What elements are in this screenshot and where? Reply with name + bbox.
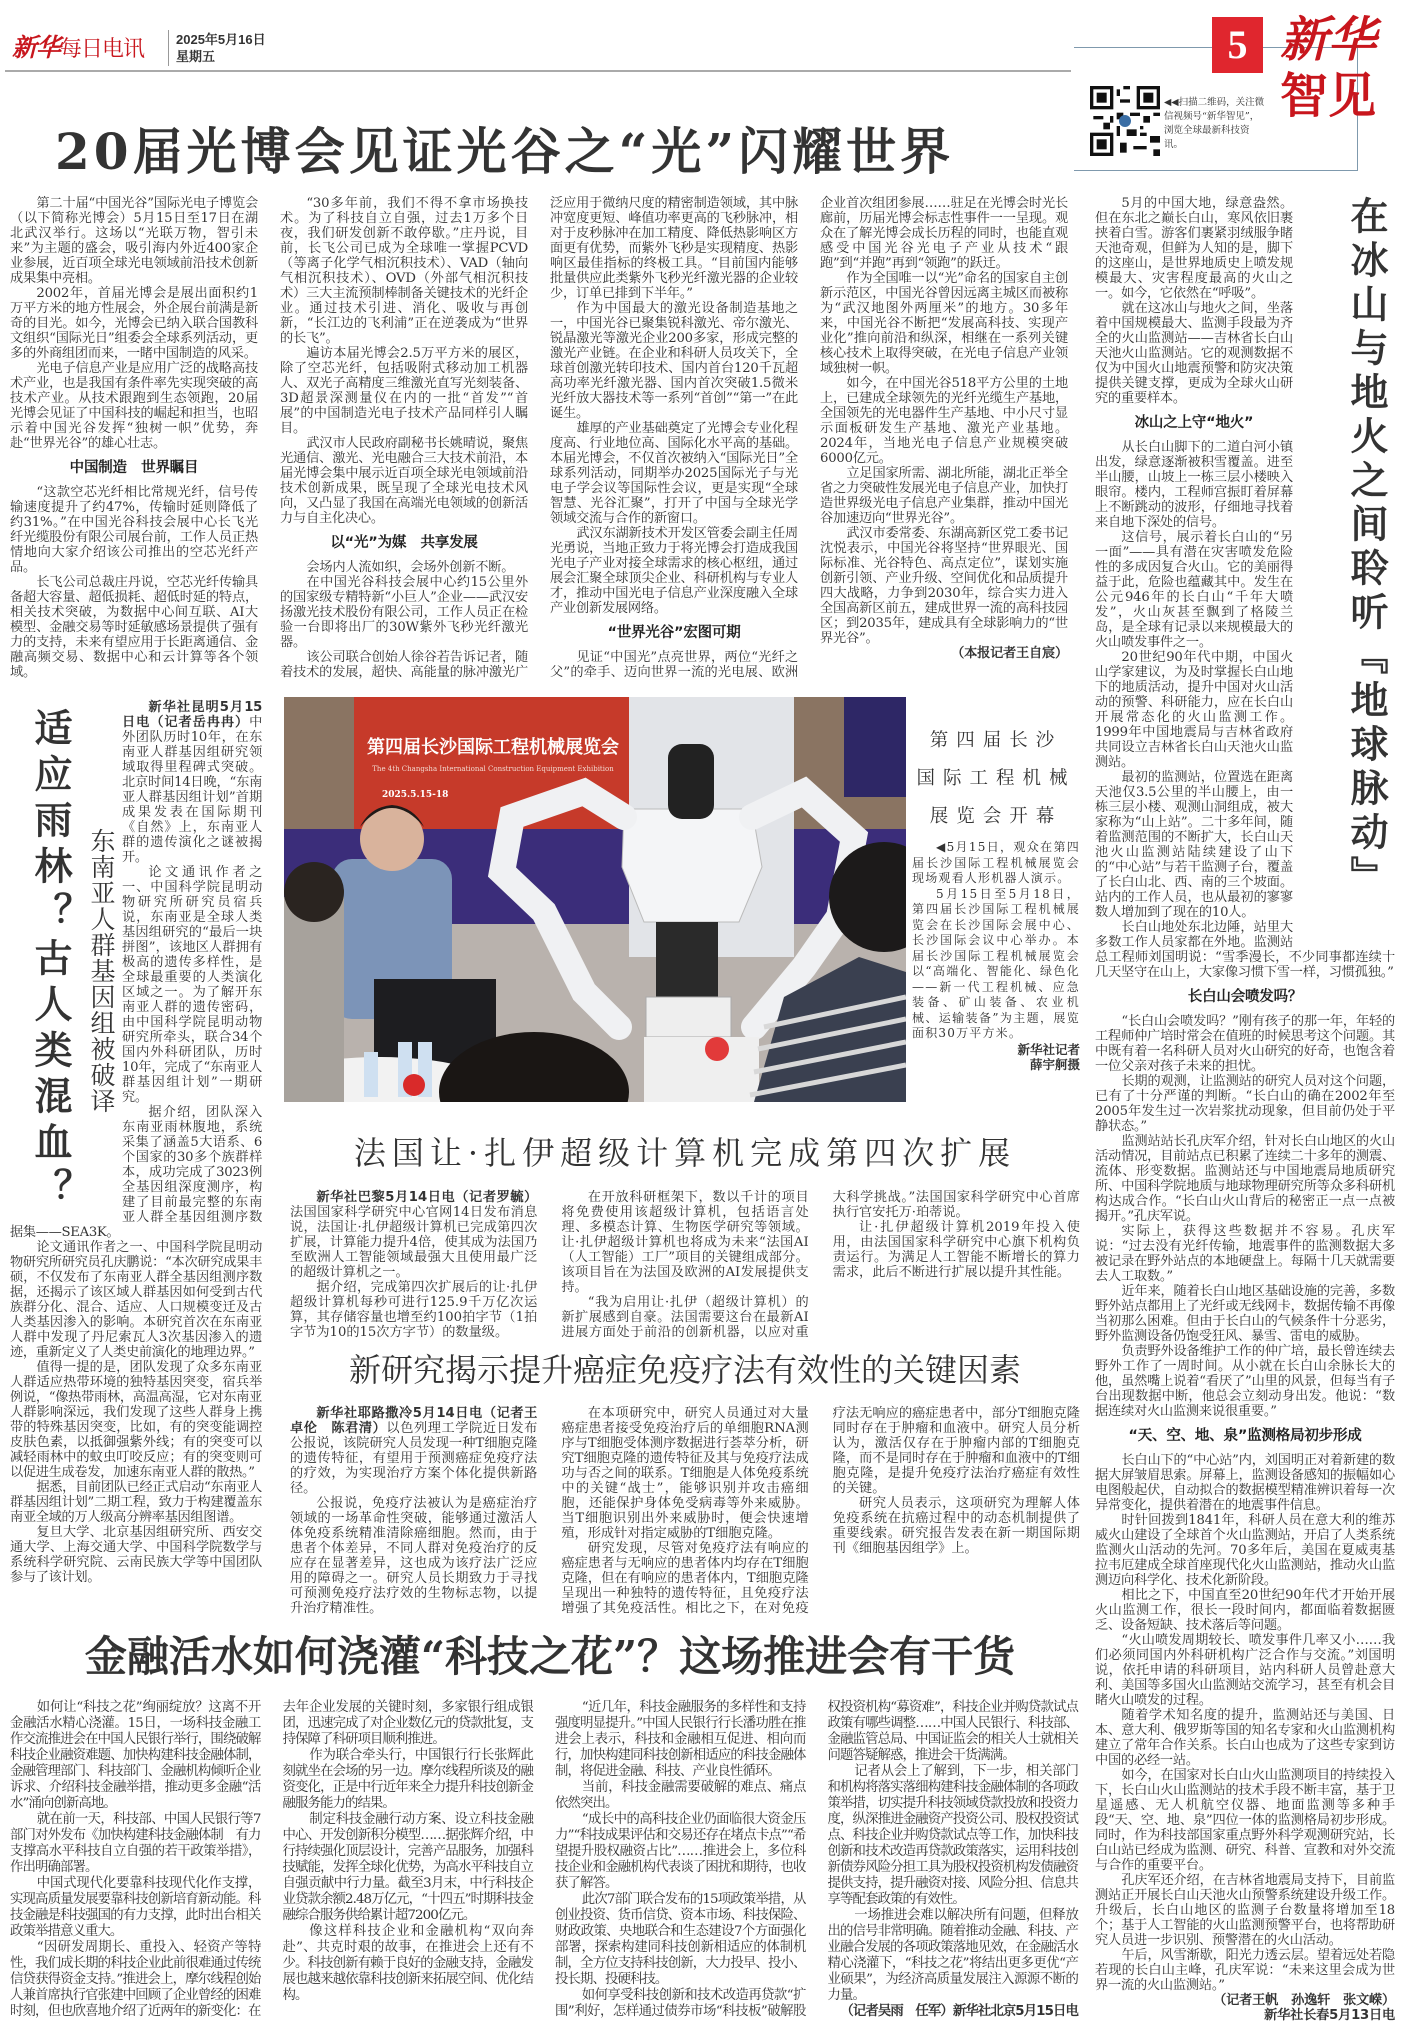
paragraph: 长飞公司总裁庄丹说，空芯光纤传输具备超大容量、超低损耗、超低时延的特点，相关技术突破，为数据中心间互联、AI大模型、金融交易等时延敏感场景提供了强有力的支持，未来有望应用于长距离通信、金融高频交易、数据中心和云计算等各个领域。 (10, 575, 258, 680)
paragraph-text: 以色列理工学院近日发布公报说，该院研究人员发现一种T细胞克隆的遗传特征，有望用于预测癌症免疫疗法的疗效，为实现治疗方案个体化提供新路径。 (290, 1421, 538, 1496)
paragraph: 如今，在国家对长白山火山监测项目的持续投入下，长白山火山监测站的技术手段不断丰富，基于卫星遥感、无人机航空仪器、地面监测等多种手段“天、空、地、泉”四位一体的监测格局初步形成。同时，作为科技部国家重点野外科学观测研究站，长白山站已经成为监测、研究、科普、宣教和对外交流与合作的重要平台。 (1095, 1768, 1395, 1873)
section-brand-line1: 新华 (1279, 12, 1376, 68)
paragraph: 负责野外设备维护工作的仲广培，最长曾连续去野外工作了一周时间。从小就在长白山余脉长大的他，虽然嘴上说着“看厌了”山里的风景，但每当有子台出现数据中断，他总会立刻动身出发。他说：“数据连续对火山监测来说很重要。” (1095, 1344, 1395, 1419)
water-bottle (364, 1052, 378, 1097)
logo-brand: 新华 (12, 33, 61, 62)
paragraph: 论文通讯作者之一、中国科学院昆明动物研究所研究员宿兵说，东南亚是全球人类基因组研究的“最后一块拼图”，该地区人群拥有极高的遗传多样性，是全球最重要的人类演化区域之一。为了解开东南亚人群的遗传密码，由中国科学院昆明动物研究所牵头，联合34个国内外科研团队，历时10年，完成了“东南亚人群基因组计划”一期研究。 (122, 865, 262, 1105)
paragraph: 让·扎伊超级计算机2019年投入使用，由法国国家科学研究中心旗下机构负责运行。为满足人工智能不断增长的算力需求，此后不断进行扩展以提升其性能。 (832, 1220, 1080, 1280)
paragraph: 公报说，免疫疗法被认为是癌症治疗领域的一场革命性突破，能够通过激活人体免疫系统精准清除癌细胞。然而，由于患者个体差异，不同人群对免疫治疗的反应存在显著差异，这也成为该疗法广泛应用的障碍之一。研究人员长期致力于寻找可预测免疫疗法疗效的生物标志物，以提升治疗精准性。 (290, 1496, 538, 1616)
section-subheading: 中国制造 世界瞩目 (69, 460, 199, 476)
issue-weekday: 星期五 (176, 49, 216, 64)
paragraph: 记者从会上了解到，下一步，相关部门和机构将落实落细构建科技金融体制的各项政策举措，切实提升科技领域贷款投放和投资力度，纵深推进金融资产投资公司、股权投资试点、科技企业并购贷款试点等工作，加快科技创新和技术改造再贷款政策落实，运用科技创新债券风险分担工具为股权投资机构发债融资提供支持，提升融资对接、风险分担、信息共享等配套政策的有效性。 (827, 1764, 1078, 1907)
masthead-divider (168, 30, 169, 66)
photo-caption (912, 722, 1080, 1073)
reporter-byline: （本报记者王自宸） (951, 646, 1068, 661)
paragraph: 该公司联合创始人徐谷若告诉记者，随着技术的发展，超快、高能量的脉冲激光广泛应用于微纳尺度的精密制造领域，其中脉冲宽度更短、峰值功率更高的飞秒脉冲，相对于皮秒脉冲在加工精度、降低热影响区方面更有优势，而紫外飞秒是实现精度、热影响区最佳指标的终极工具。“目前国内能够批量供应此类紫外飞秒光纤激光器的企业较少，订单已排到下半年。” (280, 196, 798, 680)
caption-text: 5月15日至5月18日，第四届长沙国际工程机械展览会在长沙国际会展中心、长沙国际会议中心举办。本届长沙国际工程机械展览会以“高端化、智能化、绿色化——新一代工程机械、应急装备、矿山装备、农业机械、运输装备”为主题，展览面积30万平方米。 (912, 886, 1080, 1040)
spectator-left (284, 897, 344, 1102)
volcano-headline: 在冰山与地火之间聆听『地球脉动』 (1344, 196, 1389, 900)
right-panel (844, 697, 906, 797)
paragraph (290, 1406, 537, 1496)
cancer-headline: 新研究揭示提升癌症免疫疗法有效性的关键因素 (348, 1351, 1021, 1389)
photo-credit: 薛宇舸摄 (1029, 1057, 1080, 1072)
paragraph: 如何享受科技创新和技术改造再贷款“扩围”利好，怎样通过债券市场“科技板”破解股权投资机构“募资难”，科技企业并购贷款试点政策有哪些调整……中国人民银行、科技部、金融监管总局、中国证监会的相关人士就相关问题答疑解惑，推进会干货满满。 (555, 1700, 1078, 2019)
paragraph-text: 中外团队历时10年，在东南亚人群基因组研究领域取得里程碑式突破。北京时间14日晚，“东南亚人群基因组计划”首期成果发表在国际期刊《自然》上，东南亚人群的遗传演化之谜被揭开。 (122, 715, 262, 865)
paragraph: 5月的中国大地，绿意盎然。但在东北之巅长白山，寒风依旧裹挟着白雪。游客们裹紧羽绒服争睹天池奇观，但鲜为人知的是，脚下的这座山，是世界地质史上喷发规模最大、灾害程度最高的火山之一。如今，它依然在“呼吸”。 (1095, 196, 1293, 301)
robot-head (668, 744, 714, 819)
right-table (644, 1037, 759, 1102)
paragraph: 如今，在中国光谷518平方公里的土地上，已建成全球领先的光纤光缆生产基地，全国领先的光电器件生产基地、中小尺寸显示面板研发生产基地、激光产业基地。2024年，当地光电子信息产业规模突破6000亿元。 (820, 376, 1068, 466)
paragraph: 见证“中国光”点亮世界，两位“光纤之父”的牵手、迈向世界一流的光电展、欧洲企业首次组团参展……驻足在光博会时光长廊前，历届光博会标志性事件一一呈现。观众在了解光博会成长历程的同时，也能直观感受中国光谷光电子产业从技术“跟跑”到“并跑”再到“领跑”的跃迁。 (550, 196, 1068, 680)
paragraph: 作为全国唯一以“光”命名的国家自主创新示范区，中国光谷曾因远离主城区而被称为“武汉地图外两厘米”的地方。30多年来，中国光谷不断把“发展高科技、实现产业化”推向前沿和纵深，相继在一系列关键核心技术上取得突破，在光电子信息产业领域独树一帜。 (820, 271, 1068, 376)
photo-credit: 新华社记者 (1017, 1041, 1080, 1057)
paragraph: 会场内人流如织，会场外创新不断。 (306, 560, 515, 575)
dateline: 新华社耶路撒冷5月14日电（记者王卓伦 陈君清） (290, 1406, 538, 1436)
section-subheading: 冰山之上守“地火” (1134, 415, 1254, 431)
paragraph: 据介绍，团队深入东南亚雨林腹地，系统采集了涵盖5大语系、6个国家的30多个族群样本，成功完成了3023例全基因组深度测序，构建了目前最完整的东南亚人群全基因组测序数据集——SEA3K。 (10, 1105, 262, 1240)
paragraph: 中国式现代化要靠科技现代化作支撑，实现高质量发展要靠科技创新培育新动能。科技金融是科技强国的有力支撑，此时出台相关政策举措意义重大。 (10, 1876, 261, 1939)
red-apple (705, 1037, 729, 1061)
paragraph: 随着学术知名度的提升，监测站还与美国、日本、意大利、俄罗斯等国的知名专家和火山监测机构建立了常年合作关系。长白山也成为了这些专家到访中国的必经一站。 (1095, 1708, 1395, 1768)
paragraph: “火山喷发周期较长、喷发事件几率又小……我们必须同国内外科研机构广泛合作与交流。”刘国明说，依托申请的科研项目，站内科研人员曾赴意大利、美国等多国火山监测站交流学习，甚至有机会目睹火山喷发的过程。 (1095, 1633, 1395, 1708)
paragraph: 据悉，目前团队已经正式启动“东南亚人群基因组计划”二期工程，致力于构建覆盖东南亚全域的万人级高分辨率基因组图谱。 (10, 1480, 262, 1525)
dateline: 新华社巴黎5月14日电（记者罗毓） (316, 1190, 538, 1205)
finance-article-body (10, 1700, 1078, 2028)
paragraph: 2002年，首届光博会是展出面积约1万平方米的地方性展会，外企展台前满是新奇的目光。如今，光博会已纳入联合国教科文组织“国际光日”组委会全球系列活动，更多的外商组团而来，一睹中国制造的风采。 (10, 286, 258, 361)
reporter-byline: （记者王帆 孙逸轩 张文嵘） (1213, 1993, 1395, 2008)
paragraph: 光电子信息产业是应用广泛的战略高技术产业，也是我国有条件率先实现突破的高技术产业。从技术跟跑到生态领跑，20届光博会见证了中国科技的崛起和担当，也昭示着中国光谷发挥“独树一帜”优势，奔赴“世界光谷”的雄心壮志。 (10, 361, 258, 451)
section-subheading: “天、空、地、泉”监测格局初步形成 (1128, 1428, 1362, 1444)
section-subheading: 以“光”为媒 共享发展 (330, 535, 478, 551)
volcano-title-box (1293, 196, 1395, 941)
paragraph: 据介绍，完成第四次扩展后的让·扎伊超级计算机每秒可进行125.9千万亿次运算，其存储容量也增至约100拍字节（1拍字节为10的15次方字节）的数量级。 (290, 1280, 538, 1340)
paragraph: 作为中国最大的激光设备制造基地之一，中国光谷已聚集锐科激光、帝尔激光、锐晶激光等激光企业200多家，形成完整的激光产业链。在企业和科研人员攻关下，全球首创激光转印技术、国内首台120千瓦超高功率光纤激光器、国内首次突破1.5微米光纤放大器技术等一系列“首创”“第一”在此诞生。 (550, 301, 798, 421)
genome-article-body (10, 700, 262, 1600)
qr-code-icon[interactable] (1090, 85, 1160, 157)
lead-article-body (10, 196, 1068, 693)
paragraph: 雄厚的产业基础奠定了光博会专业化程度高、行业地位高、国际化水平高的基础。本届光博会，不仅首次被纳入“国际光日”全球系列活动，同期举办2025国际光子与光电子学会议等国际性会议，更是实现“全球智慧、光谷汇聚”，打开了中国与全球光学领域交流与合作的新窗口。 (550, 421, 798, 526)
banner-dates: 2025.5.15-18 (382, 790, 449, 800)
newspaper-logo (12, 28, 144, 64)
paragraph: 20世纪90年代中期，中国火山学家建议，为及时掌握长白山地下的地质活动，提升中国对火山活动的预警、科研能力，应在长白山开展常态化的火山监测工作。1999年中国地震局与吉林省政府共同设立吉林省长白山天池火山监测站。 (1095, 650, 1293, 770)
supercomputer-headline: 法国让·扎伊超级计算机完成第四次扩展 (353, 1134, 1017, 1172)
paragraph: 当前，科技金融需要破解的难点、痛点依然突出。 (555, 1780, 806, 1811)
page-number-badge: 5 (1212, 17, 1263, 73)
paragraph: 就在前一天，科技部、中国人民银行等7部门对外发布《加快构建科技金融体制 有力支撑高水平科技自立自强的若干政策举措》，作出明确部署。 (10, 1812, 261, 1875)
paragraph: 制定科技金融行动方案、设立科技金融中心、开发创新积分模型……据张辉介绍，中行持续强化顶层设计，完善产品服务，加强科技赋能，发挥全球化优势，为高水平科技自立自强贡献中行力量。截至3月末，中行科技企业贷款余额2.48万亿元，“十四五”时期科技金融综合服务供给累计超7200亿元。 (282, 1812, 533, 1923)
issue-date-block (176, 31, 266, 65)
paragraph: “因研发周期长、重投入、轻资产等特性，我们成长期的科技企业此前很难通过传统信贷获得资金支持。”推进会上，摩尔线程创始人兼首席执行官张建中回顾了企业曾经的困难时刻，但也欣喜地介绍了近两年的新变化：在去年企业发展的关键时刻，多家银行组成银团，迅速完成了对企业数亿元的贷款批复，支持保障了科研项目顺利推进。 (10, 1700, 533, 2019)
paragraph: 长白山下的“中心站”内，刘国明正对着新建的数据大屏皱眉思索。屏幕上，监测设备感知的振幅如心电图般起伏，自动拟合的数据模型精准辨识着每一次异常变化，提供着潜在的地震事件信息。 (1095, 1453, 1395, 1513)
robot-waist (656, 922, 718, 1002)
banner-title: 第四届长沙国际工程机械展览会 (367, 737, 619, 758)
reporter-byline: （记者吴雨 任军）新华社北京5月15日电 (840, 2004, 1078, 2019)
section-brand-line2: 智见 (1279, 68, 1376, 124)
paragraph-text: 法国国家科学研究中心官网14日发布消息说，法国让·扎伊超级计算机已完成第四次扩展，计算能力提升4倍，使其成为法国乃至欧洲人工智能领域最强大且使用最广泛的超级计算机之一。 (290, 1205, 538, 1280)
paragraph: “近几年，科技金融服务的多样性和支持强度明显提升。”中国人民银行行长潘功胜在推进会上表示，科技和金融相互促进、相向而行，加快构建同科技创新相适应的科技金融体制，将促进金融、科技、产业良性循环。 (555, 1700, 806, 1779)
lead-headline: 20届光博会见证光谷之“光”闪耀世界 (55, 122, 955, 181)
paragraph: 值得一提的是，团队发现了众多东南亚人群适应热带环境的独特基因突变，宿兵举例说，“像热带雨林，高温高湿，它对东南亚人群影响深远，我们发现了这些人群身上携带的特殊基因突变，比如，有的突变能调控皮肤色素，以抵御强紫外线；有的突变可以减轻雨林中的蚊虫叮咬反应；有的突变则可以促进生成卷发，加速东南亚人群的散热。” (10, 1360, 262, 1480)
paragraph: 遍访本届光博会2.5万平方米的展区，除了空芯光纤，包括吸附式移动加工机器人、双光子高精度三维激光直写光刻装备、3D超景深测量仪在内的一批“首发”“首展”的中国制造光电子技术产品同样引人瞩目。 (280, 346, 528, 436)
logo-name: 每日电讯 (60, 37, 145, 62)
paragraph: 此次7部门联合发布的15项政策举措，从创业投资、货币信贷、资本市场、科技保险、财政政策、央地联合和生态建设7个方面强化部署，探索构建同科技创新相适应的体制机制，全方位支持科技创新，大力投早、投小、投长期、投硬科技。 (555, 1892, 806, 1987)
masthead-rule (5, 70, 1071, 72)
paragraph: 立足国家所需、湖北所能，湖北正举全省之力突破性发展光电子信息产业，加快打造世界级光电子信息产业集群，推动中国光谷加速迈向“世界光谷”。 (820, 466, 1068, 526)
paragraph: 在中国光谷科技会展中心约15公里外的国家级专精特新“小巨人”企业——武汉安扬激光技术股份有限公司，工作人员正在检验一台即将出厂的30W紫外飞秒光纤激光器。 (280, 575, 528, 650)
photo-title-line: 第四届长沙 (929, 730, 1063, 751)
robot-base (646, 997, 731, 1037)
genome-headline: 适应雨林？古人类混血？ (28, 708, 73, 1214)
paragraph: “成长中的高科技企业仍面临很大资金压力”“科技成果评估和交易还存在堵点卡点”“希望提升股权融资占比”……推进会上，多位科技企业和金融机构代表谈了困扰和期待，也收获了解答。 (555, 1812, 806, 1891)
paragraph: 就在这冰山与地火之间，坐落着中国规模最大、监测手段最为齐全的火山监测站——吉林省长白山天池火山监测站。它的观测数据不仅为中国火山地震预警和防灾决策提供关键支撑，更成为全球火山研究的重要样本。 (1095, 301, 1293, 406)
paragraph: “我为启用让·扎伊（超级计算机）的新扩展感到自豪。法国需要这台在最新AI进展方面处于前沿的创新机器，以应对重大科学挑战。”法国国家科学研究中心首席执行官安托万·珀蒂说。 (561, 1190, 1080, 1340)
expo-robot-photo (284, 697, 906, 1102)
paragraph: 第二十届“中国光谷”国际光电子博览会（以下简称光博会）5月15日至17日在湖北武汉举行。这场以“光联万物，智引未来”为主题的盛会，吸引海内外近400家企业参展，近百项全球光电领域前沿技术创新成果集中亮相。 (10, 196, 258, 286)
genome-title-box (10, 700, 122, 1215)
red-apple (403, 1074, 425, 1096)
paragraph: 在本项研究中，研究人员通过对大量癌症患者接受免疫治疗后的单细胞RNA测序与T细胞受体测序数据进行荟萃分析，研究T细胞克隆的遗传特征及其与免疫疗法成功与否之间的联系。T细胞是人体免疫系统中的关键“战士”，能够识别并攻击癌细胞，还能保护身体免受病毒等外来威胁。当T细胞识别出外来威胁时，便会快速增殖，形成针对指定威胁的T细胞克隆。 (561, 1406, 809, 1541)
issue-date: 2025年5月16日 (176, 32, 266, 47)
paragraph: “30多年前，我们不得不拿市场换技术。为了科技自立自强，过去1万多个日夜，我们研发创新不敢停歇。”庄丹说，目前，长飞公司已成为全球唯一掌握PCVD（等离子化学气相沉积技术）、VAD（轴向气相沉积技术）、OVD（外部气相沉积技术）三大主流预制棒制备关键技术的光纤企业。通过技术引进、消化、吸收与再创新，“长江边的飞利浦”正在逆袭成为“世界的长飞”。 (280, 196, 528, 346)
photo-title-line: 国际工程机械 (916, 768, 1076, 789)
finance-headline: 金融活水如何浇灌“科技之花”？这场推进会有干货 (84, 1632, 1016, 1681)
paragraph: 像这样科技企业和金融机构“双向奔赴”、共克时艰的故事，在推进会上还有不少。科技创新有赖于良好的金融支持，金融发展也越来越依靠科技创新来拓展空间、优化结构。 (282, 1924, 533, 2003)
paragraph: 如何让“科技之花”绚丽绽放？这离不开金融活水精心浇灌。15日，一场科技金融工作交流推进会在中国人民银行举行，围绕破解科技企业融资难题、加快构建科技金融体制，金融管理部门、科技部门、金融机构倾听企业诉求、介绍科技金融举措，推动更多金融“活水”涌向创新高地。 (10, 1700, 261, 1811)
genome-subheadline: 东南亚人群基因组被破译 (87, 828, 116, 1114)
dispatch-dateline: 新华社长春5月13日电 (1264, 2008, 1395, 2023)
paragraph: 长白山地处东北边陲，站里大多数工作人员家都在外地。监测站总工程师刘国明说：“雪季漫长，不少同事都连续十几天坚守在山上，大家像习惯下雪一样，习惯孤独。” (1095, 920, 1395, 980)
supercomputer-article-body (290, 1190, 1080, 1342)
paragraph: 论文通讯作者之一、中国科学院昆明动物研究所研究员孔庆鹏说：“本次研究成果丰硕，不仅发布了东南亚人群全基因组测序数据，还揭示了该区域人群基因如何受到古代族群分化、混合、适应、人口规模变迁及古人类基因渗入的影响。本研究首次在东南亚人群中发现了丹尼索瓦人3次基因渗入的遗迹，重新定义了人类史前演化的地理边界。” (10, 1240, 262, 1360)
dateline: 新华社昆明5月15日电（记者岳冉冉） (122, 700, 262, 730)
paragraph: 从长白山脚下的二道白河小镇出发，绿意逐渐被积雪覆盖。进至半山腰，山坡上一栋三层小楼映入眼帘。楼内，工程师宫振盯着屏幕上不断跳动的波形，仔细地寻找着来自地下深处的信号。 (1095, 440, 1293, 530)
section-subheading: “世界光谷”宏图可期 (607, 625, 741, 641)
photo-title-line: 展览会开幕 (929, 806, 1063, 827)
paragraph: 武汉东湖新技术开发区管委会副主任周光勇说，当地正致力于将光博会打造成我国光电子产业对接全球需求的核心枢纽，通过展会汇聚全球顶尖企业、科研机构与专业人才，推动中国光电子信息产业深度融入全球产业创新发展网络。 (550, 526, 798, 616)
paragraph: 复旦大学、北京基因组研究所、西安交通大学、上海交通大学、中国科学院数学与系统科学研究院、云南民族大学等中国团队参与了该计划。 (10, 1525, 262, 1585)
photo-title (912, 722, 1080, 836)
paragraph: 武汉市委常委、东湖高新区党工委书记沈悦表示，中国光谷将坚持“世界眼光、国际标准、光谷特色、高点定位”，谋划实施创新引领、产业升级、空间优化和品质提升四大战略，力争到2030年，综合实力进入全国高新区前五，建成世界一流的高科技园区；到2035年，建成具有全球影响力的“世界光谷”。 (820, 526, 1068, 646)
paragraph: 近年来，随着长白山地区基础设施的完善，多数野外站点都用上了光纤或无线网卡，数据传输不再像当初那么困难。但由于长白山的气候条件十分恶劣，野外监测设备仍饱受狂风、暴雪、雷电的威胁。 (1095, 1284, 1395, 1344)
paragraph: 实际上，获得这些数据并不容易。孔庆军说：“过去没有光纤传输，地震事件的监测数据大多被记录在野外站点的本地硬盘上。每隔十几天就需要去人工取数。” (1095, 1224, 1395, 1284)
paragraph: 武汉市人民政府副秘书长姚晴说，聚焦光通信、激光、光电融合三大技术前沿，本届光博会集中展示近百项全球光电领域前沿技术创新成果，既呈现了全球光电技术风向，又凸显了我国在高端光电领域的创新活力与自主化决心。 (280, 436, 528, 526)
paragraph: 孔庆军还介绍，在吉林省地震局支持下，目前监测站正开展长白山天池火山预警系统建设升级工作。升级后，长白山地区的监测子台数量将增加至18个；基于人工智能的火山监测预警平台，也将帮助研究人员进一步识别、预警潜在的火山活动。 (1095, 1873, 1395, 1948)
paragraph: 这信号，展示着长白山的“另一面”——具有潜在灾害喷发危险性的多成因复合火山。它的美丽得益于此，危险也蕴藏其中。发生在公元946年的长白山“千年大喷发”，火山灰甚至飘到了格陵兰岛，是全球有记录以来规模最大的火山喷发事件之一。 (1095, 530, 1293, 650)
section-brand (1278, 12, 1378, 124)
paragraph: 一场推进会难以解决所有问题，但释放出的信号非常明确。随着推动金融、科技、产业融合发展的各项政策落地见效，在金融活水精心浇灌下，“科技之花”将结出更多更优“产业硕果”，为经济高质量发展注入源源不断的力量。 (827, 1908, 1078, 2003)
paragraph: 长期的观测，让监测站的研究人员对这个问题，已有了十分严谨的判断。“长白山的确在2002年至2005年发生过一次岩浆扰动现象，但目前仍处于平静状态。” (1095, 1074, 1395, 1134)
paragraph: 午后，风雪渐歇，阳光力透云层。望着远处若隐若现的长白山主峰，孔庆军说：“未来这里会成为世界一流的火山监测站。” (1095, 1948, 1395, 1993)
paragraph: 在开放科研框架下，数以千计的项目将免费使用该超级计算机，包括语言处理、多模态计算、生物医学研究等领域。让·扎伊超级计算机也将成为未来“法国AI（人工智能）工厂”项目的关键组成部分。该项目旨在为法国及欧洲的AI发展提供支持。 (561, 1190, 809, 1295)
paragraph: 最初的监测站，位置选在距离天池仅3.5公里的半山腰上，由一栋三层小楼、观测山洞组成，被大家称为“山上站”。二十多年间，随着监测范围的不断扩大，长白山天池火山监测站陆续建设了山下的“中心站”与若干监测子台，覆盖了长白山北、西、南的三个坡面。站内的工作人员，也从最初的寥寥数人增加到了现在的10人。 (1095, 770, 1293, 920)
qr-caption: ◀◀扫描二维码，关注微信视频号“新华智见”，浏览全球最新科技资讯。 (1164, 97, 1265, 150)
paragraph: 研究发现，尽管对免疫疗法有响应的癌症患者与无响应的患者体内均存在T细胞克隆，但在有响应的患者体内，T细胞克隆呈现出一种独特的遗传特征，且免疫疗法增强了其免疫活性。相比之下，在对免疫疗法无响应的癌症患者中，部分T细胞克隆同时存在于肿瘤和血液中。研究人员分析认为，激活仅存在于肿瘤内部的T细胞克隆，而不是同时存在于肿瘤和血液中的T细胞克隆，是提升免疫疗法治疗癌症有效性的关键。 (561, 1406, 1080, 1616)
paragraph: 监测站站长孔庆军介绍，针对长白山地区的火山活动情况，目前站点已积累了连续二十多年的测震、流体、形变数据。监测站还与中国地震局地质研究所、中国科学院地质与地球物理研究所等众多科研机构达成合作。“长白山火山背后的秘密正一点一点被揭开。”孔庆军说。 (1095, 1134, 1395, 1224)
volcano-article-body (1095, 196, 1395, 2028)
paragraph (290, 1190, 537, 1280)
paragraph: “这款空芯光纤相比常规光纤，信号传输速度提升了约47%，传输时延则降低了约31%。”在中国光谷科技会展中心长飞光纤光缆股份有限公司展台前，工作人员正热情地向大家介绍该公司推出的空芯光纤产品。 (10, 485, 258, 575)
paragraph: 时针回拨到1841年，科研人员在意大利的维苏威火山建设了全球首个火山监测站，开启了人类系统监测火山活动的先河。70多年后，美国在夏威夷基拉韦厄建成全球首座现代化火山监测站，推动火山监测迈向科学化、技术化新阶段。 (1095, 1513, 1395, 1588)
paragraph: 研究人员表示，这项研究为理解人体免疫系统在抗癌过程中的动态机制提供了重要线索。研究报告发表在新一期国际期刊《细胞基因组学》上。 (832, 1496, 1080, 1556)
banner-english: The 4th Changsha International Construction Equipment Exhibition (372, 765, 614, 773)
section-subheading: 长白山会喷发吗？ (1187, 989, 1303, 1005)
cancer-article-body (290, 1406, 1080, 1622)
paragraph: “长白山会喷发吗？”刚有孩子的那一年，年轻的工程师仲广培时常会在值班的时候思考这个问题。其中既有着一名科研人员对火山研究的好奇，也饱含着一位父亲对孩子未来的担忧。 (1095, 1014, 1395, 1074)
paragraph: 相比之下，中国直至20世纪90年代才开始开展火山监测工作，很长一段时间内，都面临着数据匮乏、设备短缺、技术落后等问题。 (1095, 1588, 1395, 1633)
caption-text: ◀5月15日，观众在第四届长沙国际工程机械展览会现场观看人形机器人演示。 (912, 840, 1080, 885)
robot-torso (622, 809, 762, 922)
paragraph: 作为联合牵头行，中国银行行长张辉此刻就坐在会场的另一边。摩尔线程所谈及的融资变化，正是中行近年来全力提升科技创新金融服务能力的结果。 (282, 1748, 533, 1811)
